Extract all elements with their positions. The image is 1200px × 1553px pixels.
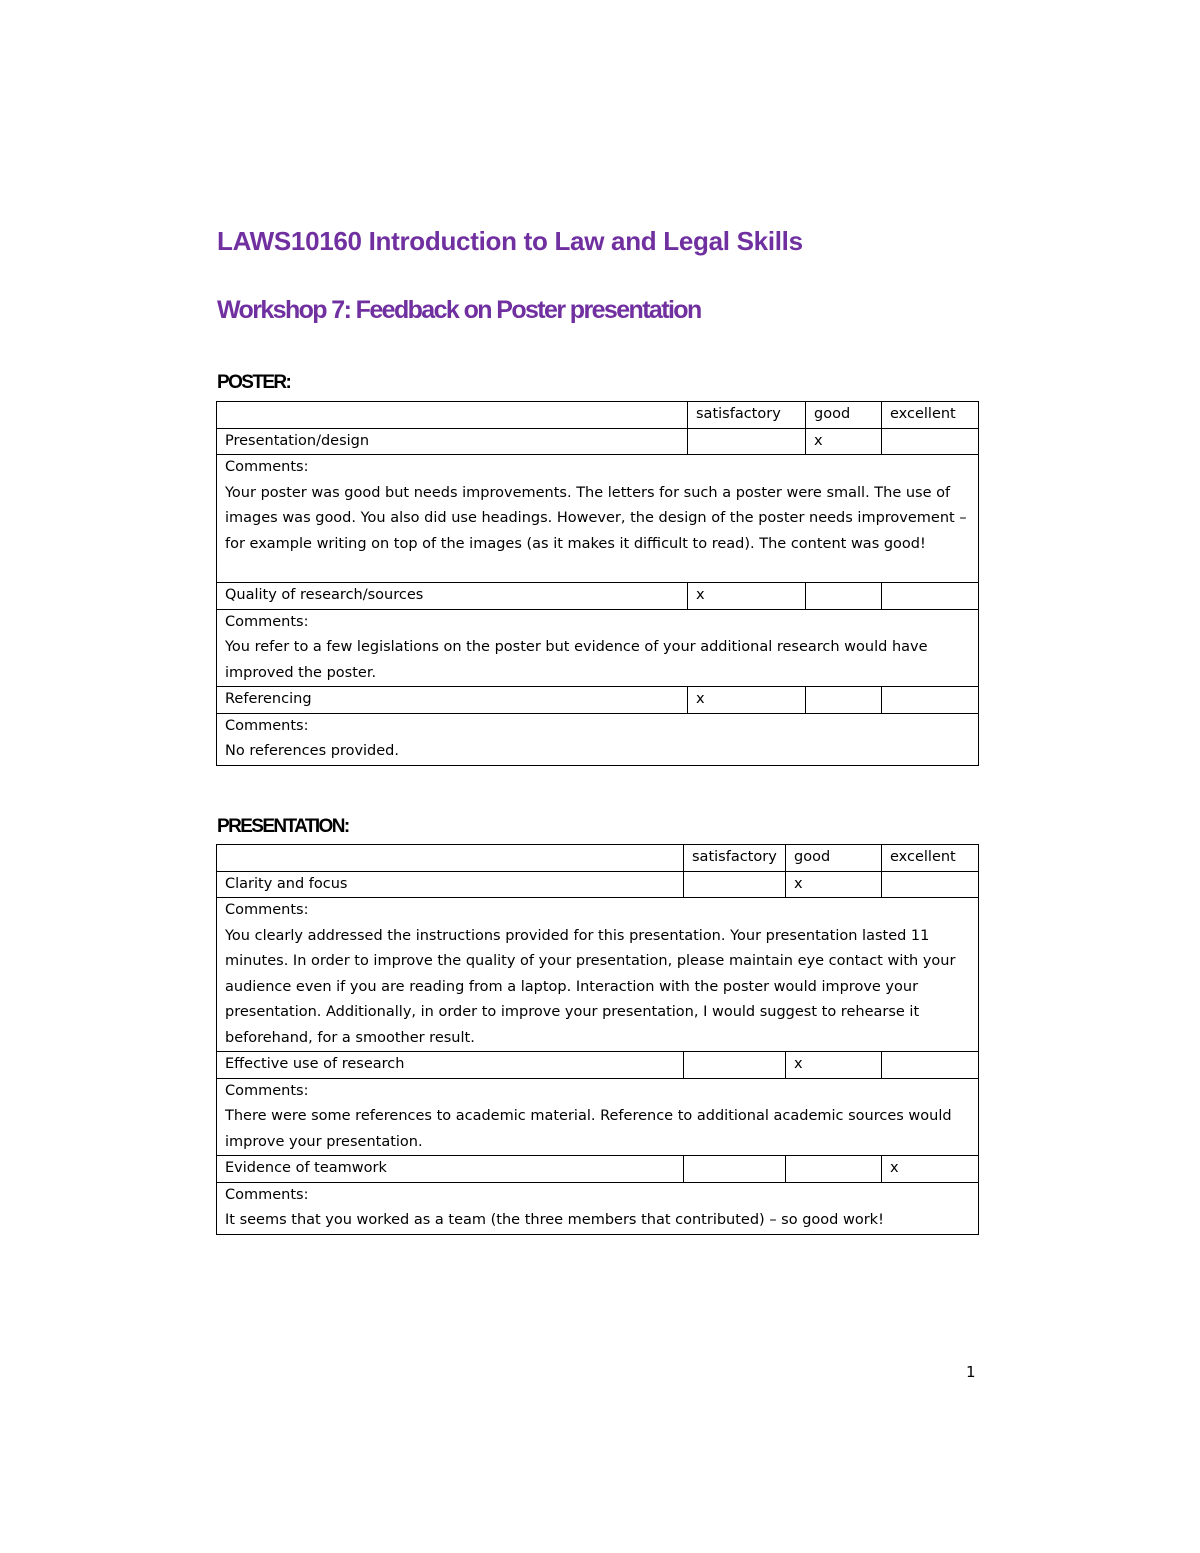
comment-text: It seems that you worked as a team (the three members that contributed) – so good work! <box>225 1212 884 1228</box>
criterion-row <box>217 428 979 455</box>
comment-row <box>217 455 979 583</box>
mark-excellent: x <box>882 1156 979 1183</box>
mark-good: x <box>786 871 882 898</box>
comments-label: Comments: <box>225 902 309 918</box>
comment-text: There were some references to academic material. Reference to additional academic sources would improve your presentation. <box>225 1108 952 1150</box>
comments-label: Comments: <box>225 1186 309 1203</box>
mark-good <box>806 583 882 610</box>
criterion-name: Effective use of research <box>217 1052 684 1079</box>
table-header-row <box>217 845 979 872</box>
mark-good <box>806 687 882 714</box>
presentation-feedback-table <box>216 844 979 1235</box>
criterion-row <box>217 687 979 714</box>
comment-text: No references provided. <box>225 743 399 759</box>
mark-satisfactory <box>684 1052 786 1079</box>
comment-text: Your poster was good but needs improvements. The letters for such a poster were small. The use of images was good. You also did use headings. However, the design of the poster needs improvement – for example writing on top of the images (as it makes it difficult to read). The content was good! <box>225 484 967 552</box>
mark-excellent <box>882 1052 979 1079</box>
mark-good: x <box>806 428 882 455</box>
criterion-row <box>217 583 979 610</box>
mark-satisfactory <box>684 1156 786 1183</box>
criterion-row <box>217 1052 979 1079</box>
mark-good <box>786 1156 882 1183</box>
column-header-satisfactory: satisfactory <box>688 402 806 429</box>
comment-row <box>217 609 979 687</box>
mark-excellent <box>882 428 979 455</box>
column-header-good: good <box>786 845 882 872</box>
table-header-row <box>217 402 979 429</box>
criterion-name: Clarity and focus <box>217 871 684 898</box>
criterion-name: Quality of research/sources <box>217 583 688 610</box>
column-header-good: good <box>806 402 882 429</box>
comment-text: You refer to a few legislations on the poster but evidence of your additional research would have improved the poster. <box>225 639 928 681</box>
document-title: LAWS10160 Introduction to Law and Legal Skills <box>217 226 803 256</box>
presentation-section-label: PRESENTATION: <box>217 816 349 837</box>
comment-cell <box>217 1078 979 1156</box>
comments-label: Comments: <box>225 717 309 734</box>
criterion-name: Presentation/design <box>217 428 688 455</box>
mark-excellent <box>882 687 979 714</box>
comment-cell <box>217 898 979 1052</box>
mark-satisfactory <box>684 871 786 898</box>
column-header-satisfactory: satisfactory <box>684 845 786 872</box>
comment-cell <box>217 1182 979 1234</box>
criterion-name: Evidence of teamwork <box>217 1156 684 1183</box>
comment-cell <box>217 609 979 687</box>
comment-cell <box>217 455 979 583</box>
comment-text: You clearly addressed the instructions provided for this presentation. Your presentation lasted 11 minutes. In order to improve the quality of your presentation, please maintain eye contact with your audience even if you are reading from a laptop. Interaction with the poster would improve your presentation. Additionally, in order to improve your presentation, I would suggest to rehearse it beforehand, for a smoother result. <box>225 927 956 1046</box>
header-blank-cell <box>217 402 688 429</box>
comments-label: Comments: <box>225 613 309 630</box>
header-blank-cell <box>217 845 684 872</box>
comment-row <box>217 898 979 1052</box>
column-header-excellent: excellent <box>882 845 979 872</box>
criterion-row <box>217 1156 979 1183</box>
comment-row <box>217 713 979 765</box>
comment-cell <box>217 713 979 765</box>
poster-feedback-table <box>216 401 979 766</box>
page-number: 1 <box>966 1363 976 1381</box>
comments-label: Comments: <box>225 1082 309 1099</box>
comment-row <box>217 1078 979 1156</box>
mark-satisfactory <box>688 428 806 455</box>
mark-good: x <box>786 1052 882 1079</box>
poster-section-label: POSTER: <box>217 372 291 393</box>
comment-row <box>217 1182 979 1234</box>
mark-satisfactory: x <box>688 687 806 714</box>
mark-excellent <box>882 871 979 898</box>
column-header-excellent: excellent <box>882 402 979 429</box>
comments-label: Comments: <box>225 459 309 475</box>
document-subtitle: Workshop 7: Feedback on Poster presentation <box>217 296 701 324</box>
mark-excellent <box>882 583 979 610</box>
criterion-row <box>217 871 979 898</box>
mark-satisfactory: x <box>688 583 806 610</box>
criterion-name: Referencing <box>217 687 688 714</box>
